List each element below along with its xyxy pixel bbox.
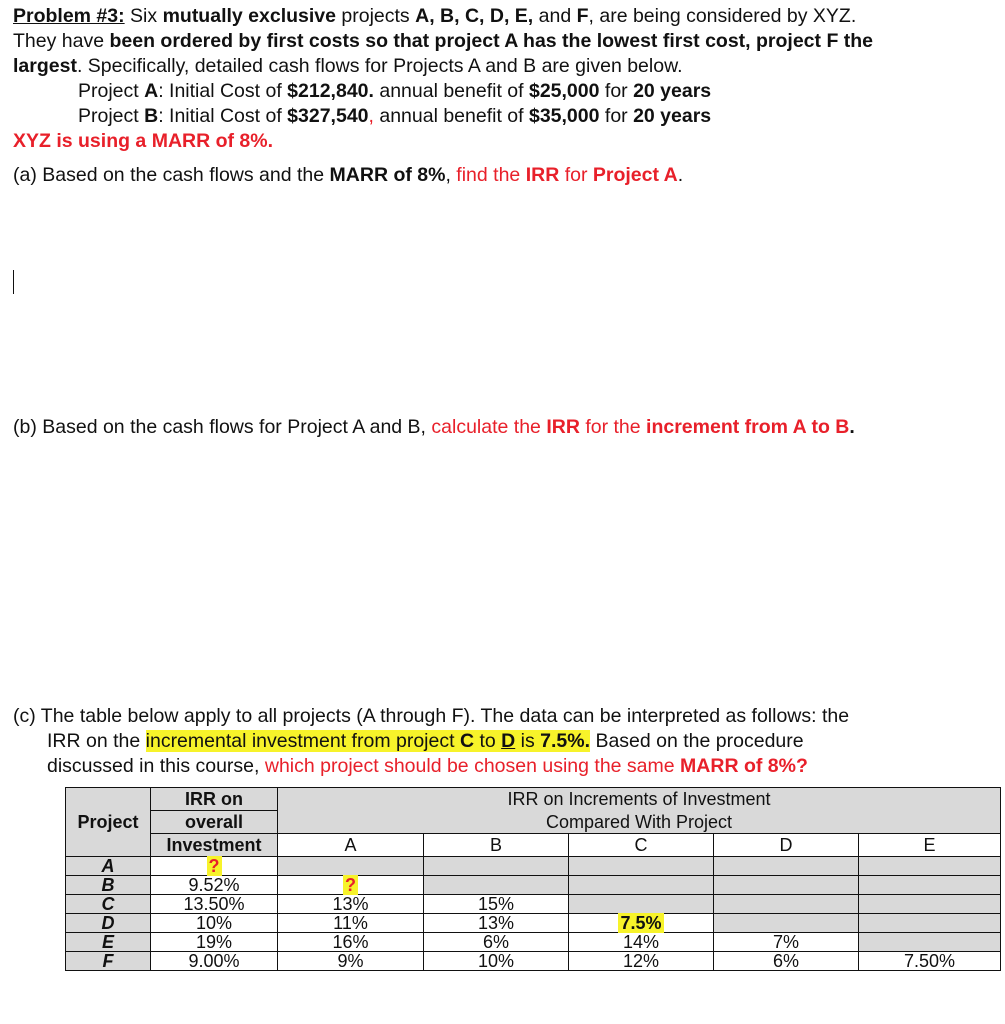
- part-c-line-1: [13, 704, 849, 728]
- text: incremental investment from project: [145, 730, 460, 752]
- text: ,: [445, 164, 457, 186]
- text-bold: .: [849, 416, 855, 438]
- increment-cell: 6%: [714, 952, 859, 971]
- text: and: [533, 5, 577, 27]
- empty-cell: [714, 895, 859, 914]
- empty-cell: [569, 876, 714, 895]
- problem-line-1: [13, 4, 856, 28]
- table-row: [66, 895, 1001, 914]
- text: .: [677, 164, 684, 186]
- text-bold: MARR of 8%: [329, 164, 446, 186]
- empty-cell: [714, 914, 859, 933]
- increment-cell: 12%: [569, 952, 714, 971]
- text: for the: [579, 416, 647, 438]
- increment-cell: 14%: [569, 933, 714, 952]
- empty-cell: [859, 933, 1001, 952]
- header-project: Project: [66, 788, 151, 857]
- overall-irr-cell: [151, 857, 278, 876]
- unknown-value: ?: [345, 875, 356, 895]
- row-project-label: C: [66, 895, 151, 914]
- overall-irr-cell: 10%: [151, 914, 278, 933]
- irr-table: [65, 787, 1001, 971]
- empty-cell: [714, 876, 859, 895]
- text: which project should be chosen using the same: [264, 755, 681, 777]
- table-col-head-row: [66, 834, 1001, 857]
- text: (a) Based on the cash flows and the: [13, 164, 330, 186]
- text: discussed in this course,: [47, 755, 265, 777]
- text-bold: 7.5%.: [540, 730, 591, 752]
- text-bold: IRR: [525, 164, 560, 186]
- text-bold: A, B, C, D, E,: [415, 5, 534, 27]
- part-c-line-2: [47, 729, 804, 753]
- text: Based on the procedure: [590, 730, 804, 752]
- empty-cell: [278, 857, 424, 876]
- text-bold: been ordered by first costs so that project A has the lowest first cost, project F the: [109, 30, 874, 52]
- project-a-line: [78, 79, 711, 103]
- overall-irr-cell: 19%: [151, 933, 278, 952]
- increment-cell: 7.50%: [859, 952, 1001, 971]
- table-header-row: [66, 788, 1001, 811]
- empty-cell: [859, 914, 1001, 933]
- col-head-c: C: [569, 834, 714, 857]
- empty-cell: [714, 857, 859, 876]
- text-bold: $212,840.: [287, 80, 374, 102]
- text: (c) The table below apply to all projects (A through F). The data can be interpreted as follows: the: [13, 705, 850, 727]
- text-bold: 20 years: [633, 80, 712, 102]
- highlighted-value: 7.5%: [620, 913, 662, 933]
- table-header-row-2: [66, 811, 1001, 834]
- text-bold: $327,540: [287, 105, 369, 127]
- text-bold: D: [501, 730, 516, 752]
- table-row: [66, 857, 1001, 876]
- text: . Specifically, detailed cash flows for Projects A and B are given below.: [76, 55, 683, 77]
- text: Project: [78, 105, 145, 127]
- text: IRR on the: [47, 730, 146, 752]
- header-irr-line1: IRR on: [151, 788, 278, 811]
- text-bold: $35,000: [528, 105, 600, 127]
- header-increments-line1: IRR on Increments of Investment: [278, 788, 1001, 811]
- problem-label: Problem #3:: [13, 5, 125, 27]
- header-irr-line2: overall: [151, 811, 278, 834]
- empty-cell: [859, 876, 1001, 895]
- header-increments-line2: Compared With Project: [278, 811, 1001, 834]
- text: ,: [368, 105, 374, 127]
- row-project-label: A: [66, 857, 151, 876]
- table-row: [66, 914, 1001, 933]
- text: for: [559, 164, 593, 186]
- header-irr-line3: Investment: [151, 834, 278, 857]
- unknown-value: ?: [208, 856, 220, 876]
- table-row: [66, 876, 1001, 895]
- problem-line-2: [13, 29, 873, 53]
- empty-cell: [859, 857, 1001, 876]
- text-bold: IRR: [546, 416, 580, 438]
- empty-cell: [859, 895, 1001, 914]
- text: , are being considered by XYZ.: [588, 5, 857, 27]
- col-head-d: D: [714, 834, 859, 857]
- increment-cell: 16%: [278, 933, 424, 952]
- row-project-label: F: [66, 952, 151, 971]
- increment-cell: [278, 876, 424, 895]
- table-row: [66, 933, 1001, 952]
- row-project-label: D: [66, 914, 151, 933]
- text: They have: [13, 30, 110, 52]
- text: for: [599, 105, 634, 127]
- text: (b) Based on the cash flows for Project A and B,: [13, 416, 432, 438]
- text-bold: increment from A to B: [646, 416, 850, 438]
- increment-cell: 7%: [714, 933, 859, 952]
- col-head-b: B: [424, 834, 569, 857]
- overall-irr-cell: 13.50%: [151, 895, 278, 914]
- increment-cell: 15%: [424, 895, 569, 914]
- text-bold: C: [459, 730, 475, 752]
- text-bold: Project A: [592, 164, 678, 186]
- text: for: [599, 80, 634, 102]
- increment-cell: 13%: [424, 914, 569, 933]
- text-bold: A: [144, 80, 159, 102]
- text: Project: [78, 80, 145, 102]
- project-b-line: [78, 104, 711, 128]
- text-bold: B: [144, 105, 159, 127]
- text: : Initial Cost of: [158, 105, 288, 127]
- text: calculate the: [431, 416, 547, 438]
- row-project-label: E: [66, 933, 151, 952]
- text-cursor[interactable]: [13, 270, 14, 294]
- text-bold: XYZ is using a MARR of 8%.: [13, 130, 274, 152]
- text-bold: 20 years: [633, 105, 712, 127]
- text-bold: $25,000: [528, 80, 600, 102]
- text: : Initial Cost of: [158, 80, 288, 102]
- row-project-label: B: [66, 876, 151, 895]
- table-row: [66, 952, 1001, 971]
- empty-cell: [424, 876, 569, 895]
- text-bold: F: [576, 5, 589, 27]
- increment-cell: 11%: [278, 914, 424, 933]
- overall-irr-cell: 9.00%: [151, 952, 278, 971]
- text: annual benefit of: [373, 105, 529, 127]
- empty-cell: [569, 895, 714, 914]
- text-bold: largest: [13, 55, 77, 77]
- problem-line-3: [13, 54, 683, 78]
- text: annual benefit of: [373, 80, 529, 102]
- increment-cell: 10%: [424, 952, 569, 971]
- col-head-a: A: [278, 834, 424, 857]
- text-bold: mutually exclusive: [162, 5, 336, 27]
- increment-cell: 9%: [278, 952, 424, 971]
- part-c-line-3: [47, 754, 808, 778]
- text: is: [515, 730, 541, 752]
- overall-irr-cell: 9.52%: [151, 876, 278, 895]
- text: to: [474, 730, 502, 752]
- part-b-line: [13, 415, 855, 439]
- empty-cell: [424, 857, 569, 876]
- text: projects: [335, 5, 416, 27]
- increment-cell: [569, 914, 714, 933]
- part-a-line: [13, 163, 683, 187]
- increment-cell: 13%: [278, 895, 424, 914]
- text: Six: [130, 5, 163, 27]
- marr-line: [13, 129, 273, 153]
- empty-cell: [569, 857, 714, 876]
- text: find the: [456, 164, 526, 186]
- increment-cell: 6%: [424, 933, 569, 952]
- col-head-e: E: [859, 834, 1001, 857]
- text-bold: MARR of 8%?: [680, 755, 808, 777]
